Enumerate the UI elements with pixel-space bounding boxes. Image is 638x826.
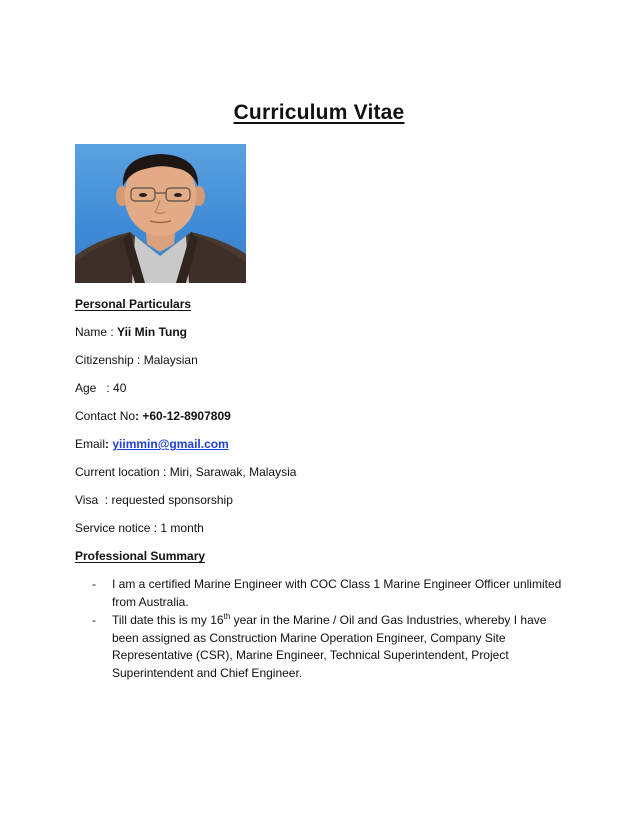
age-row <box>75 381 126 395</box>
contact-label: Contact No <box>75 409 136 423</box>
notice-label: Service notice : <box>75 521 158 535</box>
summary-bullet-2 <box>112 612 575 682</box>
visa-label: Visa : <box>75 493 109 507</box>
citizenship-row <box>75 353 198 367</box>
summary-list <box>75 576 575 683</box>
contact-row <box>75 409 231 423</box>
email-link[interactable]: yiimmin@gmail.com <box>112 437 229 451</box>
summary-bullet-1: I am a certified Marine Engineer with COC Class 1 Marine Engineer Officer unlimited from Australia. <box>112 577 562 609</box>
notice-value: 1 month <box>160 521 204 535</box>
name-value: Yii Min Tung <box>117 325 188 339</box>
portrait-illustration <box>75 144 246 283</box>
email-label: Email <box>75 437 106 451</box>
location-row <box>75 465 296 479</box>
summary-bullet-2-post: year in the Marine / Oil and Gas Industries, whereby I have been assigned as Construction Marine Operation Engineer, Company Site Representative (CSR), Marine Engineer, Technical Superintendent, Project Superintendent and Chief Engineer. <box>112 613 547 680</box>
summary-bullet-2-pre: Till date this is my 16 <box>112 613 224 627</box>
bullet-dash: - <box>92 613 96 627</box>
age-value: 40 <box>113 381 127 395</box>
personal-particulars-heading: Personal Particulars <box>75 297 192 311</box>
profile-photo <box>75 144 246 283</box>
age-label: Age : <box>75 381 110 395</box>
email-sep: : <box>105 437 110 451</box>
visa-value: requested sponsorship <box>111 493 233 507</box>
document-title: Curriculum Vitae <box>233 101 405 124</box>
bullet-dash: - <box>92 577 96 591</box>
citizenship-label: Citizenship : <box>75 353 141 367</box>
summary-bullet-2-sup: th <box>223 612 231 621</box>
location-label: Current location : <box>75 465 167 479</box>
citizenship-value: Malaysian <box>143 353 198 367</box>
visa-row <box>75 493 233 507</box>
name-row <box>75 325 187 339</box>
contact-sep: : <box>135 409 140 423</box>
notice-row <box>75 521 204 535</box>
list-item <box>75 576 575 611</box>
list-item <box>75 612 575 682</box>
email-row <box>75 437 229 451</box>
contact-value: +60-12-8907809 <box>142 409 231 423</box>
name-label: Name : <box>75 325 114 339</box>
location-value: Miri, Sarawak, Malaysia <box>169 465 297 479</box>
professional-summary-heading: Professional Summary <box>75 549 206 563</box>
